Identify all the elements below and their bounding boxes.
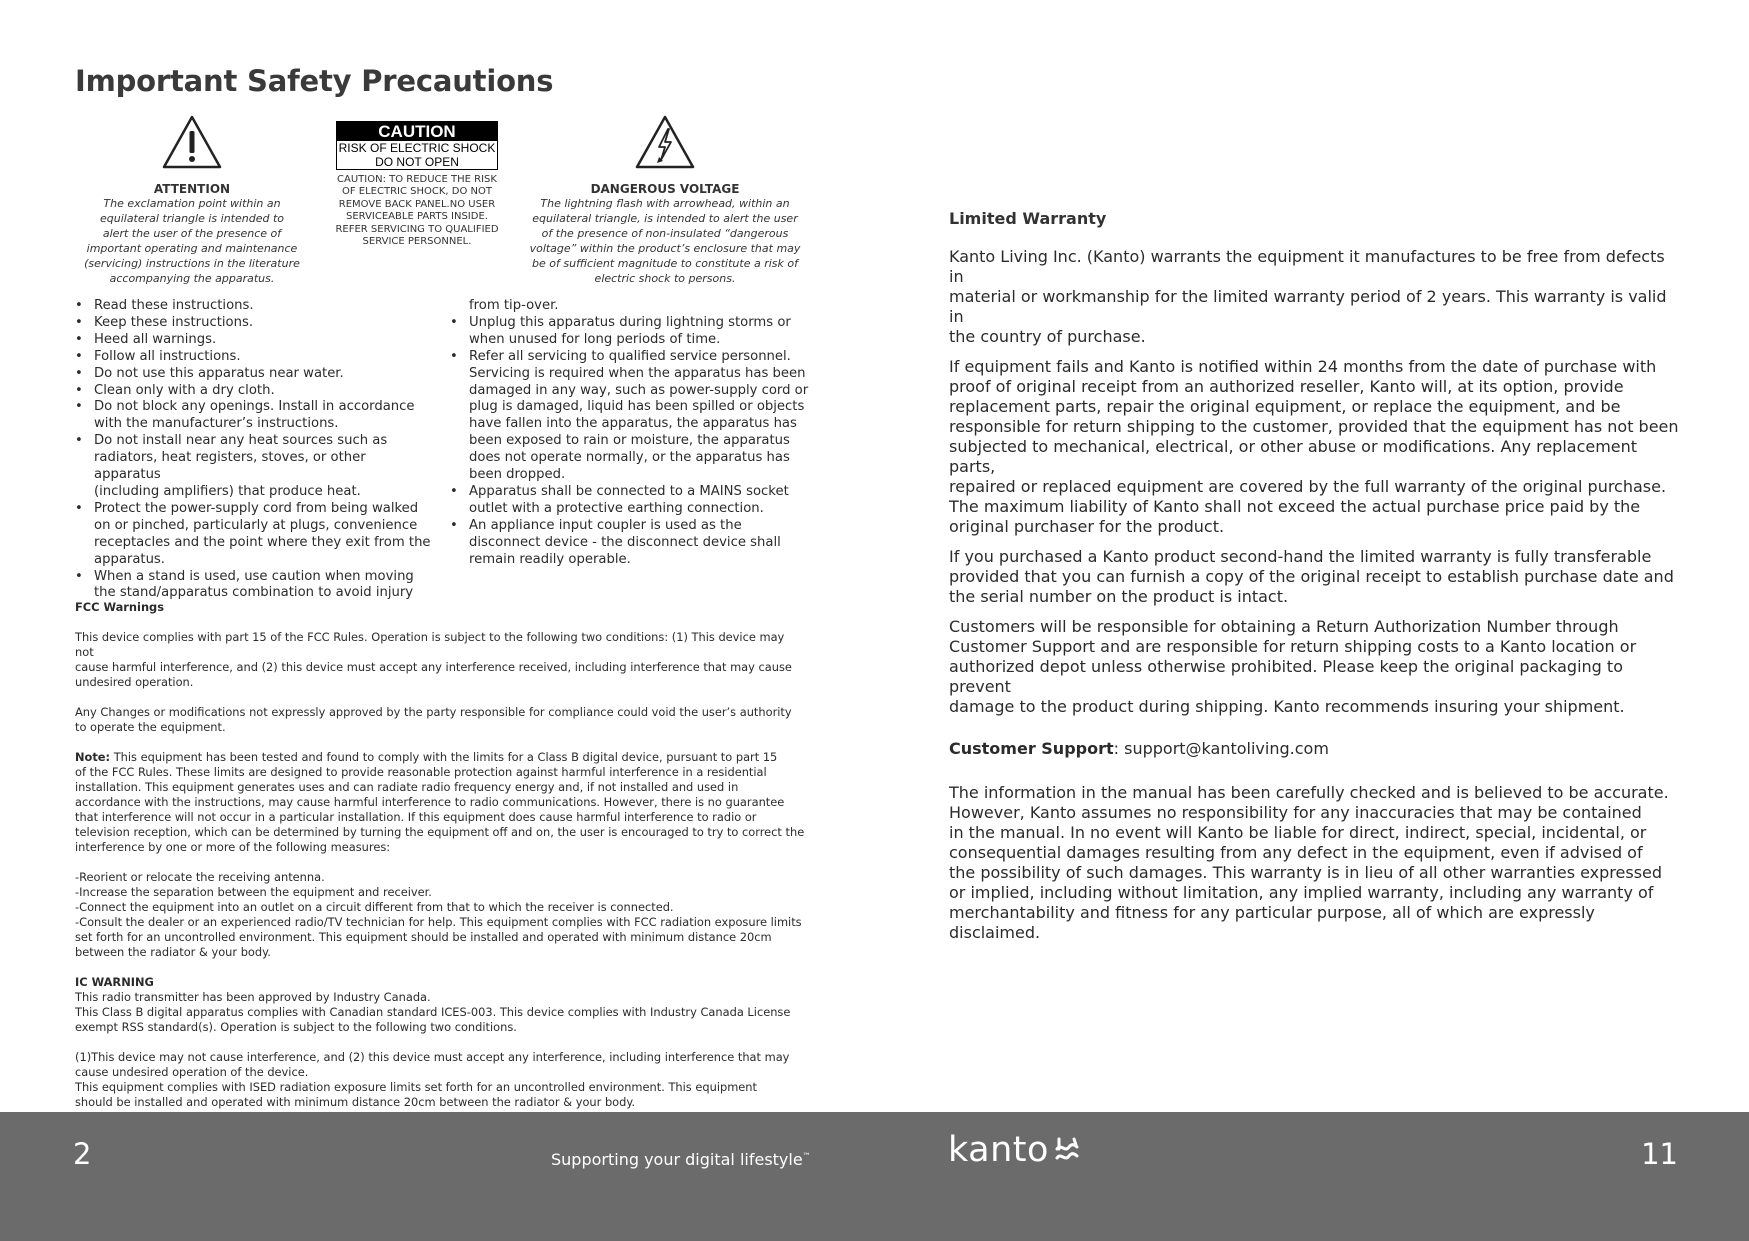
right-page <box>874 0 1749 1112</box>
list-item: • Refer all servicing to qualified service personnel. Servicing is required when the apparatus has been damaged in any way, such as power-supply cord or plug is damaged, liquid has been spilled or objects have fallen into the apparatus, the apparatus has been exposed to rain or moisture, the apparatus does not operate normally, or the apparatus has been dropped. <box>450 349 810 484</box>
caution-symbol <box>334 118 500 248</box>
ic-warning: IC WARNING This radio transmitter has been approved by Industry Canada. This Class B digital apparatus complies with Canadian standard ICES-003. This device complies with Industry Canada License exempt RSS standard(s). Operation is subject to the following two conditions. <box>75 975 805 1035</box>
list-item: • Read these instructions. <box>75 298 435 315</box>
warranty-heading: Limited Warranty <box>949 209 1107 228</box>
voltage-description: The lightning flash with arrowhead, within an equilateral triangle, is intended to alert the user of the presence of non-insulated “dangerous voltage” within the product’s enclosure that may be of sufficient magnitude to constitute a risk of electric shock to persons. <box>529 197 801 285</box>
kanto-logo <box>948 1130 1079 1170</box>
caution-description: CAUTION: TO REDUCE THE RISK OF ELECTRIC SHOCK, DO NOT REMOVE BACK PANEL.NO USER SERVICEABLE PARTS INSIDE. REFER SERVICING TO QUALIFIED SERVICE PERSONNEL. <box>335 174 499 248</box>
support-email[interactable]: : support@kantoliving.com <box>1113 739 1329 758</box>
fcc-paragraph-2: Any Changes or modifications not expressly approved by the party responsible for compliance could void the user’s authority to operate the equipment. <box>75 705 792 734</box>
voltage-symbol <box>527 114 803 286</box>
tagline: Supporting your digital lifestyle™ <box>551 1150 811 1169</box>
list-item: • An appliance input coupler is used as the disconnect device - the disconnect device shall remain readily operable. <box>450 518 810 569</box>
safety-list-col2 <box>450 298 810 569</box>
list-item: • Apparatus shall be connected to a MAINS socket outlet with a protective earthing connection. <box>450 484 810 518</box>
list-item-continuation: from tip-over. <box>469 298 559 313</box>
page-number-right: 11 <box>1641 1137 1678 1171</box>
warranty-paragraph-3: If you purchased a Kanto product second-hand the limited warranty is fully transferable provided that you can furnish a copy of the original receipt to establish purchase date and the serial number on the product is intact. <box>949 547 1674 606</box>
logo-wordmark: kanto <box>948 1130 1049 1170</box>
page-title: Important Safety Precautions <box>75 64 554 98</box>
page-number-left: 2 <box>73 1137 92 1171</box>
fcc-warnings-section <box>75 600 805 1110</box>
fcc-note: Note: This equipment has been tested and found to comply with the limits for a Class B digital device, pursuant to part 15 of the FCC Rules. These limits are designed to provide reasonable protection against harmful interference in a residential installation. This equipment generates uses and can radiate radio frequency energy and, if not installed and used in accordance with the instructions, may cause harmful interference to radio communications. However, there is no guarantee that interference will not occur in a particular installation. If this equipment does cause harmful interference to radio or television reception, which can be determined by turning the equipment off and on, the user is encouraged to try to correct the interference by one or more of the following measures: <box>75 750 805 854</box>
list-item: • Do not use this apparatus near water. <box>75 366 435 383</box>
list-item: • Clean only with a dry cloth. <box>75 383 435 400</box>
warranty-paragraph-4: Customers will be responsible for obtaining a Return Authorization Number through Customer Support and are responsible for return shipping costs to a Kanto location or authorized depot unless otherwise prohibited. Please keep the original packaging to prevent damage to the product during shipping. Kanto recommends insuring your shipment. <box>949 617 1637 716</box>
warranty-paragraph-1: Kanto Living Inc. (Kanto) warrants the equipment it manufactures to be free from defects in material or workmanship for the limited warranty period of 2 years. This warranty is valid in the country of purchase. <box>949 247 1667 346</box>
list-item: • When a stand is used, use caution when moving the stand/apparatus combination to avoid injury <box>75 569 435 603</box>
list-item: • Unplug this apparatus during lightning storms or when unused for long periods of time. <box>450 315 810 349</box>
warranty-paragraph-2: If equipment fails and Kanto is notified within 24 months from the date of purchase with proof of original receipt from an authorized reseller, Kanto will, at its option, provide replacement parts, repair the original equipment, or replace the equipment, and be responsible for return shipping to the customer, provided that the equipment has not been subjected to mechanical, electrical, or other abuse or modifications. Any replacement parts, repaired or replaced equipment are covered by the full warranty of the original purchase. The maximum liability of Kanto shall not exceed the actual purchase price paid by the original purchaser for the product. <box>949 357 1679 536</box>
attention-title: ATTENTION <box>153 182 231 196</box>
disclaimer: The information in the manual has been carefully checked and is believed to be accurate. However, Kanto assumes no responsibility for any inaccuracies that may be contained in the manual. In no event will Kanto be liable for direct, indirect, special, incidental, or consequential damages resulting from any defect in the equipment, even if advised of the possibility of such damages. This warranty is in lieu of all other warranties expressed or implied, including without limitation, any implied warranty, including any warranty of merchantability and fitness for any particular purpose, all of which are expressly disclaimed. <box>949 783 1669 942</box>
ic-heading: IC WARNING <box>75 975 154 989</box>
ic-conditions: (1)This device may not cause interference, and (2) this device must accept any interference, including interference that may cause undesired operation of the device. This equipment complies with ISED radiation exposure limits set forth for an uncontrolled environment. This equipment should be installed and operated with minimum distance 20cm between the radiator & your body. <box>75 1050 790 1109</box>
left-page <box>0 0 874 1112</box>
safety-list-col1 <box>75 298 435 602</box>
list-item: • Do not install near any heat sources such as radiators, heat registers, stoves, or other apparatus (including amplifiers) that produce heat. <box>75 433 435 501</box>
footer-bar <box>0 1112 1749 1241</box>
fcc-paragraph-1: This device complies with part 15 of the FCC Rules. Operation is subject to the following two conditions: (1) This device may not cause harmful interference, and (2) this device must accept any interference received, including interference that may cause undesired operation. <box>75 630 792 689</box>
exclamation-warning-icon <box>161 114 223 170</box>
support-label: Customer Support <box>949 739 1114 758</box>
fcc-heading: FCC Warnings <box>75 600 164 614</box>
warranty-section <box>949 209 1684 943</box>
kanto-wave-icon <box>1055 1137 1079 1163</box>
fcc-measures: -Reorient or relocate the receiving antenna. -Increase the separation between the equipment and receiver. -Connect the equipment into an outlet on a circuit different from that to which the receiver is connected. -Consult the dealer or an experienced radio/TV technician for help. This equipment complies with FCC radiation exposure limits set forth for an uncontrolled environment. This equipment should be installed and operated with minimum distance 20cm between the radiator & your body. <box>75 870 802 959</box>
attention-symbol <box>75 114 309 286</box>
voltage-title: DANGEROUS VOLTAGE <box>590 182 740 196</box>
list-item: • Follow all instructions. <box>75 349 435 366</box>
lightning-warning-icon <box>634 114 696 170</box>
caution-label: CAUTION RISK OF ELECTRIC SHOCK DO NOT OPEN <box>336 121 498 170</box>
customer-support <box>949 739 1684 759</box>
attention-description: The exclamation point within an equilateral triangle is intended to alert the user of the presence of important operating and maintenance (servicing) instructions in the literature accompanying the apparatus. <box>84 197 300 285</box>
note-label: Note: <box>75 750 111 764</box>
list-item: • Heed all warnings. <box>75 332 435 349</box>
list-item: • Keep these instructions. <box>75 315 435 332</box>
list-item: • Do not block any openings. Install in accordance with the manufacturer’s instructions. <box>75 399 435 433</box>
list-item: • Protect the power-supply cord from being walked on or pinched, particularly at plugs, convenience receptacles and the point where they exit from the apparatus. <box>75 501 435 569</box>
